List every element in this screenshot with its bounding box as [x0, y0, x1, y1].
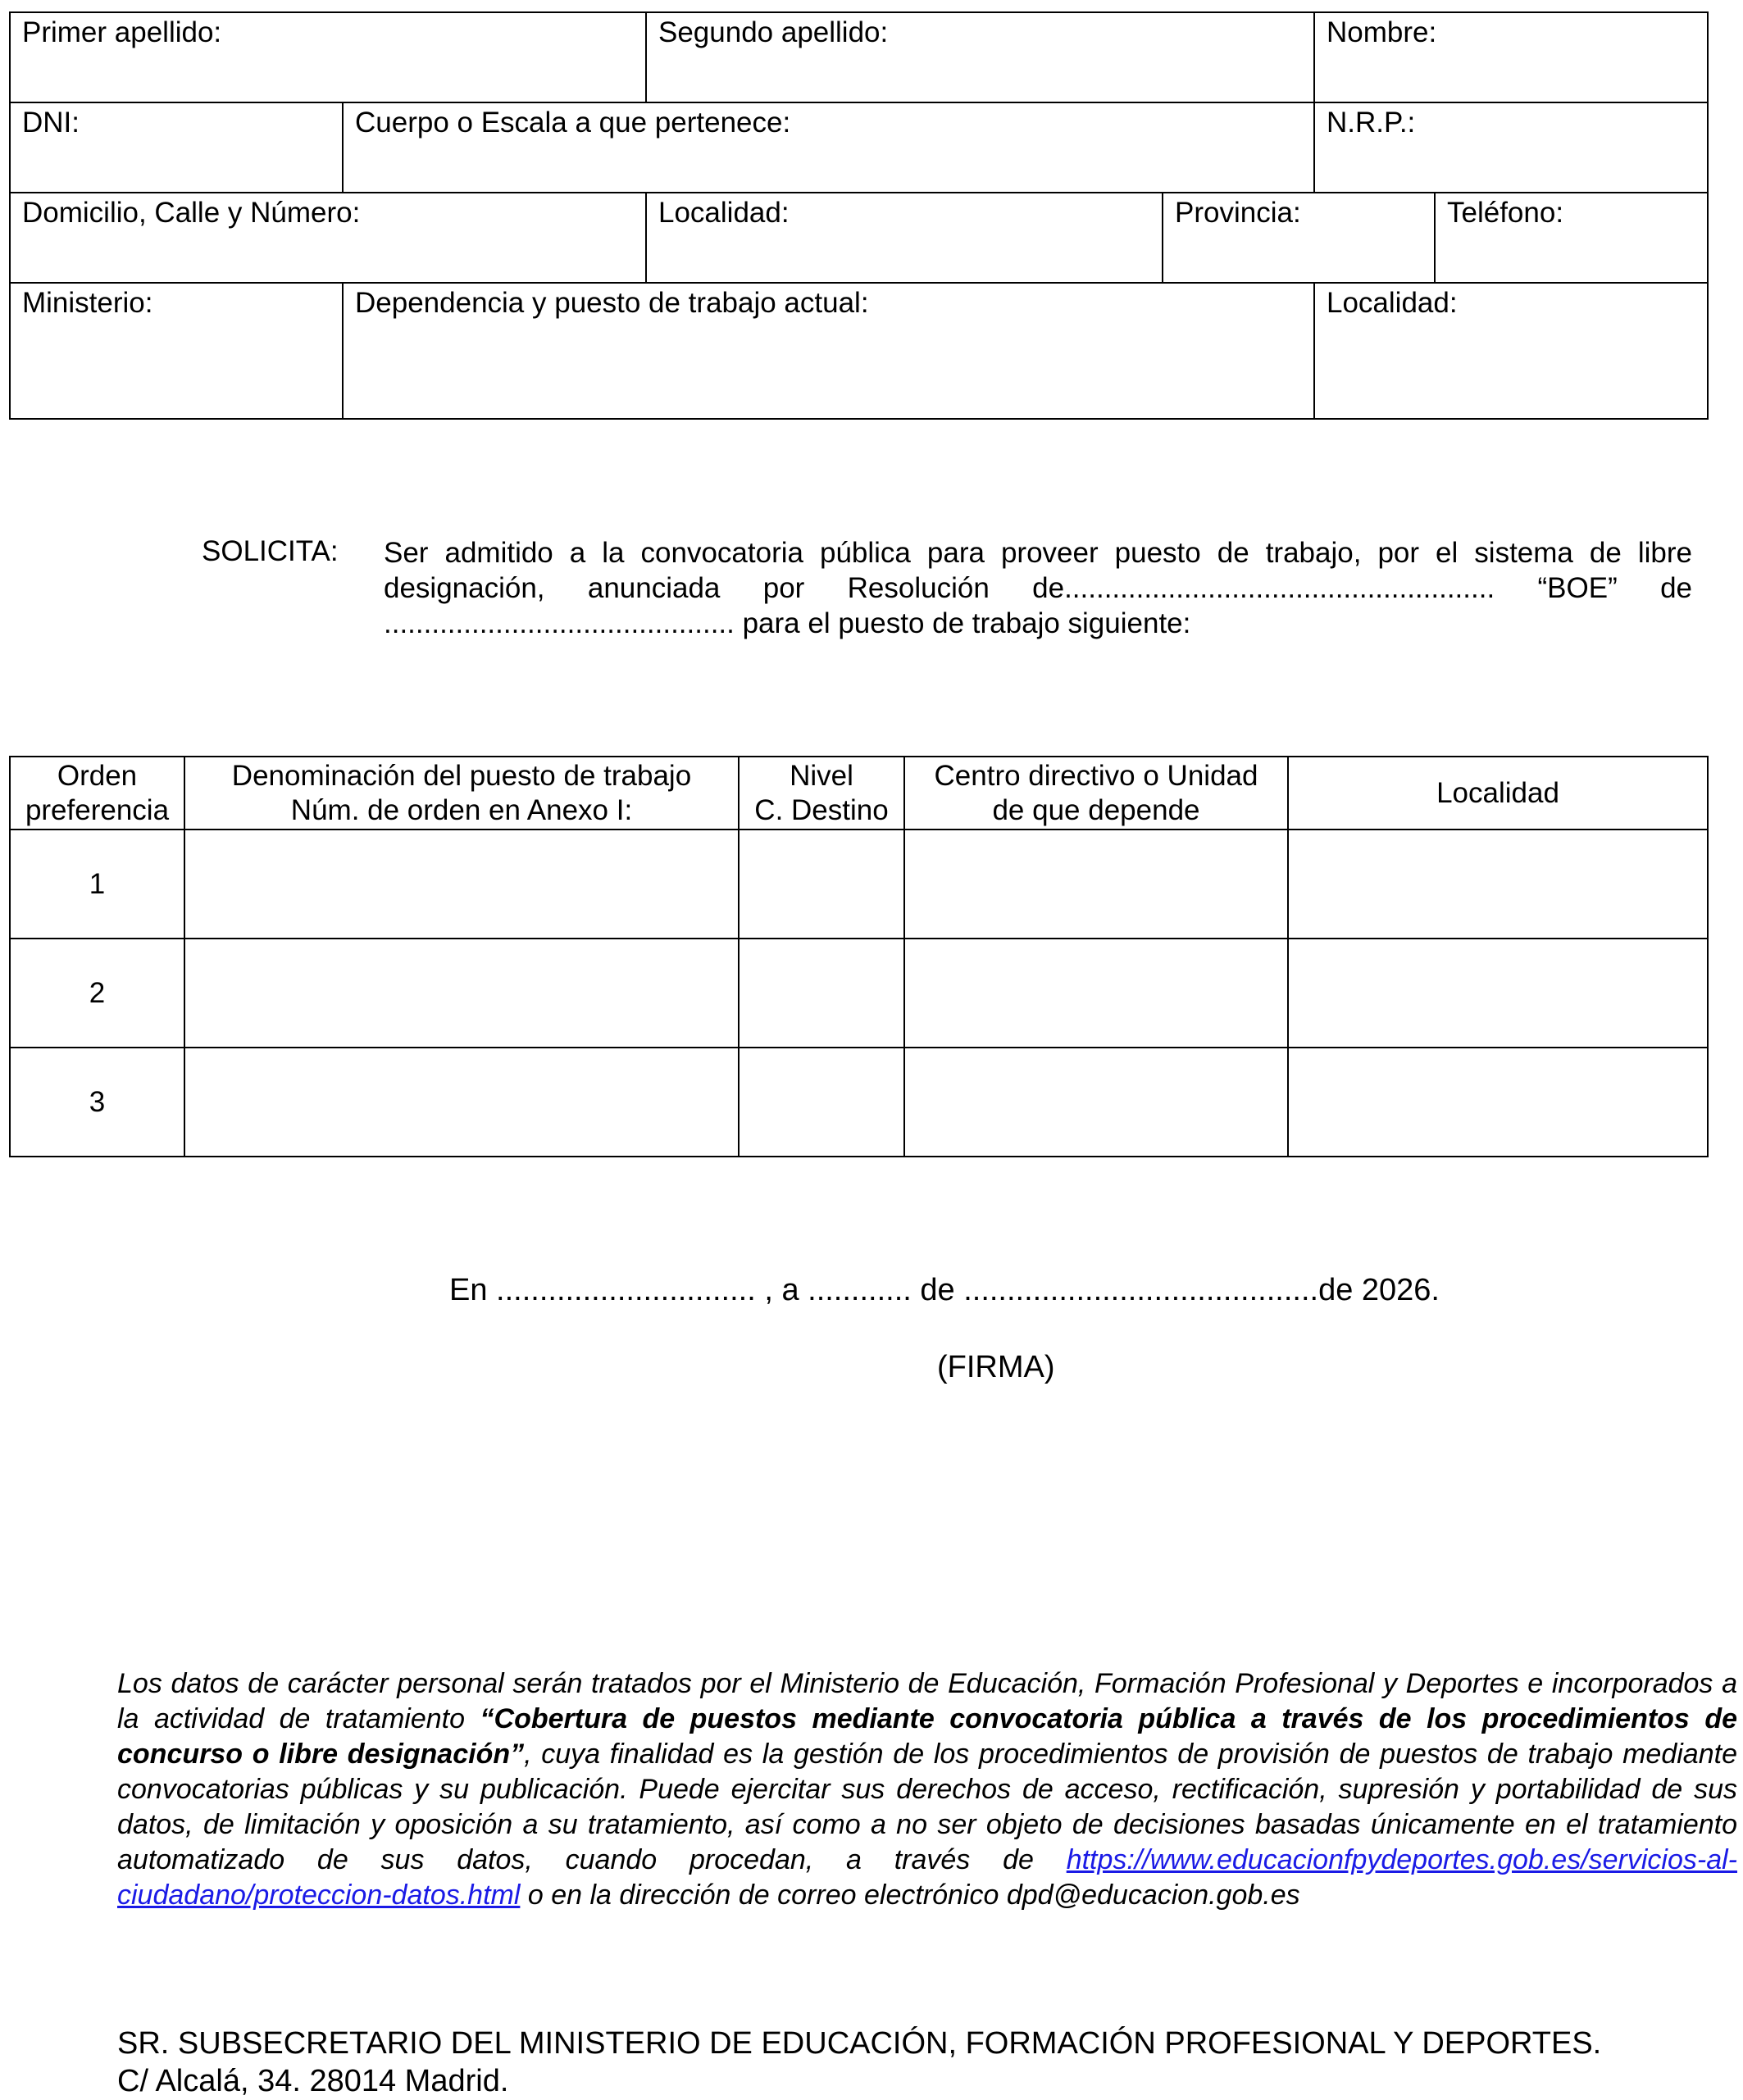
- header-orden: [10, 757, 184, 830]
- denominacion-cell[interactable]: [184, 939, 739, 1048]
- dni-field[interactable]: [10, 102, 343, 193]
- header-orden-line2: preferencia: [25, 793, 170, 826]
- centro-cell[interactable]: [904, 830, 1288, 939]
- privacy-link[interactable]: https://www.educacionfpydeportes.gob.es/servicios-al-ciudadano/proteccion-datos.html: [117, 1844, 1737, 1911]
- addressee: [117, 2025, 1601, 2100]
- ministerio-field[interactable]: [10, 283, 343, 419]
- personal-data-table: [9, 11, 1709, 420]
- header-nivel-line1: Nivel: [790, 759, 853, 792]
- header-centro: [904, 757, 1288, 830]
- domicilio-field[interactable]: [10, 193, 646, 283]
- orden-cell: 3: [10, 1048, 184, 1157]
- centro-cell[interactable]: [904, 939, 1288, 1048]
- table-row: [10, 1048, 1708, 1157]
- segundo-apellido-field[interactable]: [646, 12, 1314, 102]
- localidad-trabajo-field[interactable]: [1314, 283, 1708, 419]
- denominacion-cell[interactable]: [184, 830, 739, 939]
- table-row: [10, 830, 1708, 939]
- solicita-text: [384, 535, 1692, 641]
- telefono-field[interactable]: [1435, 193, 1708, 283]
- provincia-label: Provincia:: [1175, 197, 1301, 229]
- privacy-note: [117, 1666, 1737, 1913]
- nombre-label: Nombre:: [1327, 16, 1437, 48]
- nivel-cell[interactable]: [739, 1048, 904, 1157]
- solicita-line-1: Ser admitido a la convocatoria pública para proveer puesto de trabajo, por el sistema de libre: [384, 537, 1692, 569]
- cuerpo-escala-field[interactable]: [343, 102, 1314, 193]
- addressee-line-1: SR. SUBSECRETARIO DEL MINISTERIO DE EDUCACIÓN, FORMACIÓN PROFESIONAL Y DEPORTES.: [117, 2026, 1602, 2061]
- domicilio-label: Domicilio, Calle y Número:: [22, 197, 361, 229]
- dependencia-label: Dependencia y puesto de trabajo actual:: [355, 287, 869, 319]
- nrp-field[interactable]: [1314, 102, 1708, 193]
- privacy-activity-name: “Cobertura de puestos mediante convocatoria pública a través de los procedimientos de concurso o libre designación”: [117, 1703, 1738, 1770]
- header-denominacion-line2: Núm. de orden en Anexo I:: [290, 793, 633, 826]
- table-row: [10, 939, 1708, 1048]
- localidad-label: Localidad:: [658, 197, 790, 229]
- telefono-label: Teléfono:: [1447, 197, 1564, 229]
- solicita-label: SOLICITA:: [202, 535, 339, 567]
- orden-cell: 2: [10, 939, 184, 1048]
- localidad-cell[interactable]: [1288, 830, 1708, 939]
- localidad-trabajo-label: Localidad:: [1327, 287, 1458, 319]
- header-denominacion-line1: Denominación del puesto de trabajo: [231, 759, 692, 792]
- ministerio-label: Ministerio:: [22, 287, 153, 319]
- header-nivel-line2: C. Destino: [754, 793, 889, 826]
- provincia-field[interactable]: [1163, 193, 1435, 283]
- primer-apellido-field[interactable]: [10, 12, 646, 102]
- nivel-cell[interactable]: [739, 830, 904, 939]
- header-centro-line1: Centro directivo o Unidad: [934, 759, 1258, 792]
- cuerpo-escala-label: Cuerpo o Escala a que pertenece:: [355, 107, 791, 139]
- nrp-label: N.R.P.:: [1327, 107, 1416, 139]
- orden-cell: 1: [10, 830, 184, 939]
- header-denominacion: [184, 757, 739, 830]
- localidad-cell[interactable]: [1288, 939, 1708, 1048]
- privacy-text-2: , cuya finalidad es la gestión de los procedimientos de provisión de puestos de trabajo mediante convocatorias públicas y su publicación. Puede ejercitar sus derechos de acceso, rectificación, supresión y portabilidad de sus datos, de limitación y oposición a su tratamiento, así como a no ser objeto de decisiones basadas únicamente en el tratamiento automatizado de sus datos, cuando procedan, a través de: [117, 1739, 1737, 1875]
- positions-table: [9, 756, 1709, 1157]
- primer-apellido-label: Primer apellido:: [22, 16, 222, 48]
- localidad-cell[interactable]: [1288, 1048, 1708, 1157]
- privacy-text-3: o en la dirección de correo electrónico dpd@educacion.gob.es: [520, 1880, 1300, 1911]
- solicita-line-2: designación, anunciada por Resolución de...................................................... “BOE” de: [384, 572, 1692, 604]
- nivel-cell[interactable]: [739, 939, 904, 1048]
- header-orden-line1: Orden: [57, 759, 138, 792]
- positions-header-row: [10, 757, 1708, 830]
- header-centro-line2: de que depende: [992, 793, 1200, 826]
- segundo-apellido-label: Segundo apellido:: [658, 16, 889, 48]
- denominacion-cell[interactable]: [184, 1048, 739, 1157]
- localidad-field[interactable]: [646, 193, 1163, 283]
- addressee-line-2: C/ Alcalá, 34. 28014 Madrid.: [117, 2064, 509, 2098]
- date-line: En .............................. , a ............ de .........................................de 2026.: [449, 1273, 1440, 1307]
- centro-cell[interactable]: [904, 1048, 1288, 1157]
- privacy-text-1: Los datos de carácter personal serán tratados por el Ministerio de Educación, Formación Profesional y Deportes e incorporados a la actividad de tratamiento: [117, 1668, 1737, 1734]
- solicita-line-3: ............................................ para el puesto de trabajo siguiente:: [384, 607, 1191, 639]
- firma-label: (FIRMA): [937, 1350, 1055, 1384]
- nombre-field[interactable]: [1314, 12, 1708, 102]
- header-nivel: [739, 757, 904, 830]
- header-localidad: Localidad: [1288, 757, 1708, 830]
- dependencia-field[interactable]: [343, 283, 1314, 419]
- dni-label: DNI:: [22, 107, 80, 139]
